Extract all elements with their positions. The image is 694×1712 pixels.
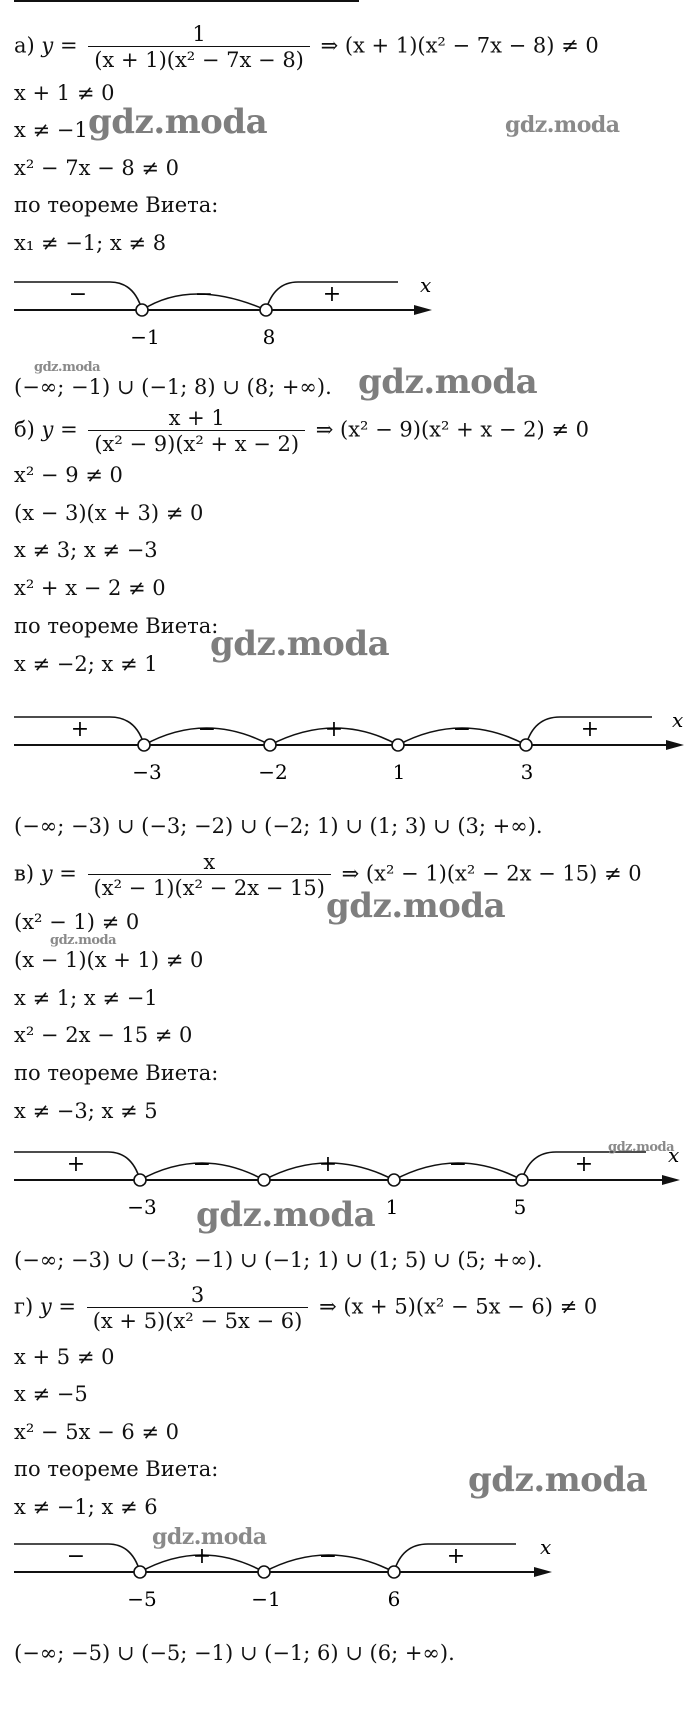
a-label: а) <box>14 33 35 58</box>
d-numerator: 3 <box>190 1283 205 1307</box>
c-line-4: x² − 2x − 15 ≠ 0 <box>14 1023 193 1047</box>
b-line-4: x² + x − 2 ≠ 0 <box>14 576 166 600</box>
b-line-1: x² − 9 ≠ 0 <box>14 463 123 487</box>
a-implication: ⇒ (x + 1)(x² − 7x − 8) ≠ 0 <box>320 33 599 58</box>
watermark: gdz.moda <box>88 102 268 142</box>
c-sign-1: + <box>66 1152 86 1177</box>
watermark: gdz.moda <box>505 112 620 138</box>
c-sign-3: + <box>318 1152 338 1177</box>
watermark: gdz.moda <box>196 1195 376 1235</box>
a-line-2: x ≠ −1 <box>14 118 88 142</box>
d-denominator: (x + 5)(x² − 5x − 6) <box>87 1307 309 1333</box>
watermark: gdz.moda <box>468 1460 648 1500</box>
d-line-4: по теореме Виета: <box>14 1457 219 1481</box>
d-line-3: x² − 5x − 6 ≠ 0 <box>14 1420 180 1444</box>
c-numerator: x <box>203 850 216 874</box>
d-axis-label: x <box>540 1535 552 1559</box>
a-numerator: 1 <box>192 22 206 46</box>
c-sign-5: + <box>574 1152 594 1177</box>
a-answer: (−∞; −1) ∪ (−1; 8) ∪ (8; +∞). <box>14 375 332 399</box>
watermark: gdz.moda <box>608 1140 675 1155</box>
a-denominator: (x + 1)(x² − 7x − 8) <box>88 46 310 72</box>
c-line-2: (x − 1)(x + 1) ≠ 0 <box>14 948 204 972</box>
watermark: gdz.moda <box>326 886 506 926</box>
b-sign-2: − <box>197 717 217 742</box>
d-point-2: −1 <box>251 1587 281 1611</box>
d-point-1: −5 <box>127 1587 157 1611</box>
c-label: в) <box>14 861 35 886</box>
a-axis-label: x <box>420 273 432 297</box>
a-sign-3: + <box>322 282 342 307</box>
b-line-2: (x − 3)(x + 3) ≠ 0 <box>14 501 204 525</box>
b-line-6: x ≠ −2; x ≠ 1 <box>14 652 158 676</box>
c-sign-2: − <box>192 1152 212 1177</box>
a-sign-2: − <box>194 282 214 307</box>
b-sign-3: + <box>324 717 344 742</box>
d-sign-3: − <box>318 1544 338 1569</box>
watermark: gdz.moda <box>34 360 101 375</box>
b-denominator: (x² − 9)(x² + x − 2) <box>88 430 305 456</box>
a-number-line <box>0 270 694 350</box>
b-implication: ⇒ (x² − 9)(x² + x − 2) ≠ 0 <box>315 417 590 442</box>
b-sign-4: − <box>452 717 472 742</box>
c-line-3: x ≠ 1; x ≠ −1 <box>14 986 158 1010</box>
d-label: г) <box>14 1294 34 1319</box>
a-line-1: x + 1 ≠ 0 <box>14 81 115 105</box>
c-lhs: y = <box>40 861 77 886</box>
d-line-5: x ≠ −1; x ≠ 6 <box>14 1495 158 1519</box>
d-fraction <box>87 1283 309 1333</box>
b-sign-1: + <box>70 717 90 742</box>
b-point-3: 1 <box>392 760 406 784</box>
a-line-4: по теореме Виета: <box>14 193 219 217</box>
d-point-3: 6 <box>387 1587 401 1611</box>
top-rule <box>14 0 359 2</box>
c-point-1: −3 <box>127 1195 157 1219</box>
b-label: б) <box>14 417 35 442</box>
a-line-3: x² − 7x − 8 ≠ 0 <box>14 156 180 180</box>
c-axis-label: x <box>668 1143 680 1167</box>
c-point-2: 1 <box>385 1195 399 1219</box>
b-point-4: 3 <box>520 760 534 784</box>
c-line-6: x ≠ −3; x ≠ 5 <box>14 1099 158 1123</box>
d-line-1: x + 5 ≠ 0 <box>14 1345 115 1369</box>
b-sign-5: + <box>580 717 600 742</box>
a-lhs: y = <box>41 33 78 58</box>
b-point-2: −2 <box>258 760 288 784</box>
a-equation <box>14 22 599 72</box>
d-number-line <box>0 1532 694 1612</box>
watermark: gdz.moda <box>358 362 538 402</box>
b-line-5: по теореме Виета: <box>14 614 219 638</box>
d-answer: (−∞; −5) ∪ (−5; −1) ∪ (−1; 6) ∪ (6; +∞). <box>14 1641 455 1665</box>
c-sign-4: − <box>448 1152 468 1177</box>
b-answer: (−∞; −3) ∪ (−3; −2) ∪ (−2; 1) ∪ (1; 3) ∪ (3; +∞). <box>14 814 543 838</box>
b-numerator: x + 1 <box>168 406 225 430</box>
watermark: gdz.moda <box>50 933 117 948</box>
a-point-2: 8 <box>262 325 276 349</box>
b-point-1: −3 <box>132 760 162 784</box>
c-fraction <box>88 850 331 900</box>
a-sign-1: − <box>68 282 88 307</box>
d-sign-2: + <box>192 1544 212 1569</box>
c-point-3: 5 <box>513 1195 527 1219</box>
watermark: gdz.moda <box>152 1524 267 1550</box>
b-equation <box>14 406 589 456</box>
watermark: gdz.moda <box>210 624 390 664</box>
d-implication: ⇒ (x + 5)(x² − 5x − 6) ≠ 0 <box>319 1294 598 1319</box>
c-line-1: (x² − 1) ≠ 0 <box>14 910 140 934</box>
b-line-3: x ≠ 3; x ≠ −3 <box>14 538 158 562</box>
b-number-line <box>0 705 694 785</box>
c-denominator: (x² − 1)(x² − 2x − 15) <box>88 874 331 900</box>
d-lhs: y = <box>39 1294 77 1319</box>
d-equation <box>14 1283 597 1333</box>
d-sign-4: + <box>446 1544 466 1569</box>
d-line-2: x ≠ −5 <box>14 1382 88 1406</box>
b-axis-label: x <box>672 708 684 732</box>
c-answer: (−∞; −3) ∪ (−3; −1) ∪ (−1; 1) ∪ (1; 5) ∪ (5; +∞). <box>14 1248 543 1272</box>
a-fraction <box>88 22 310 72</box>
b-fraction <box>88 406 305 456</box>
a-point-1: −1 <box>130 325 160 349</box>
c-line-5: по теореме Виета: <box>14 1061 219 1085</box>
d-sign-1: − <box>66 1544 86 1569</box>
c-implication: ⇒ (x² − 1)(x² − 2x − 15) ≠ 0 <box>341 861 642 886</box>
a-line-5: x₁ ≠ −1; x ≠ 8 <box>14 231 167 255</box>
b-lhs: y = <box>41 417 78 442</box>
